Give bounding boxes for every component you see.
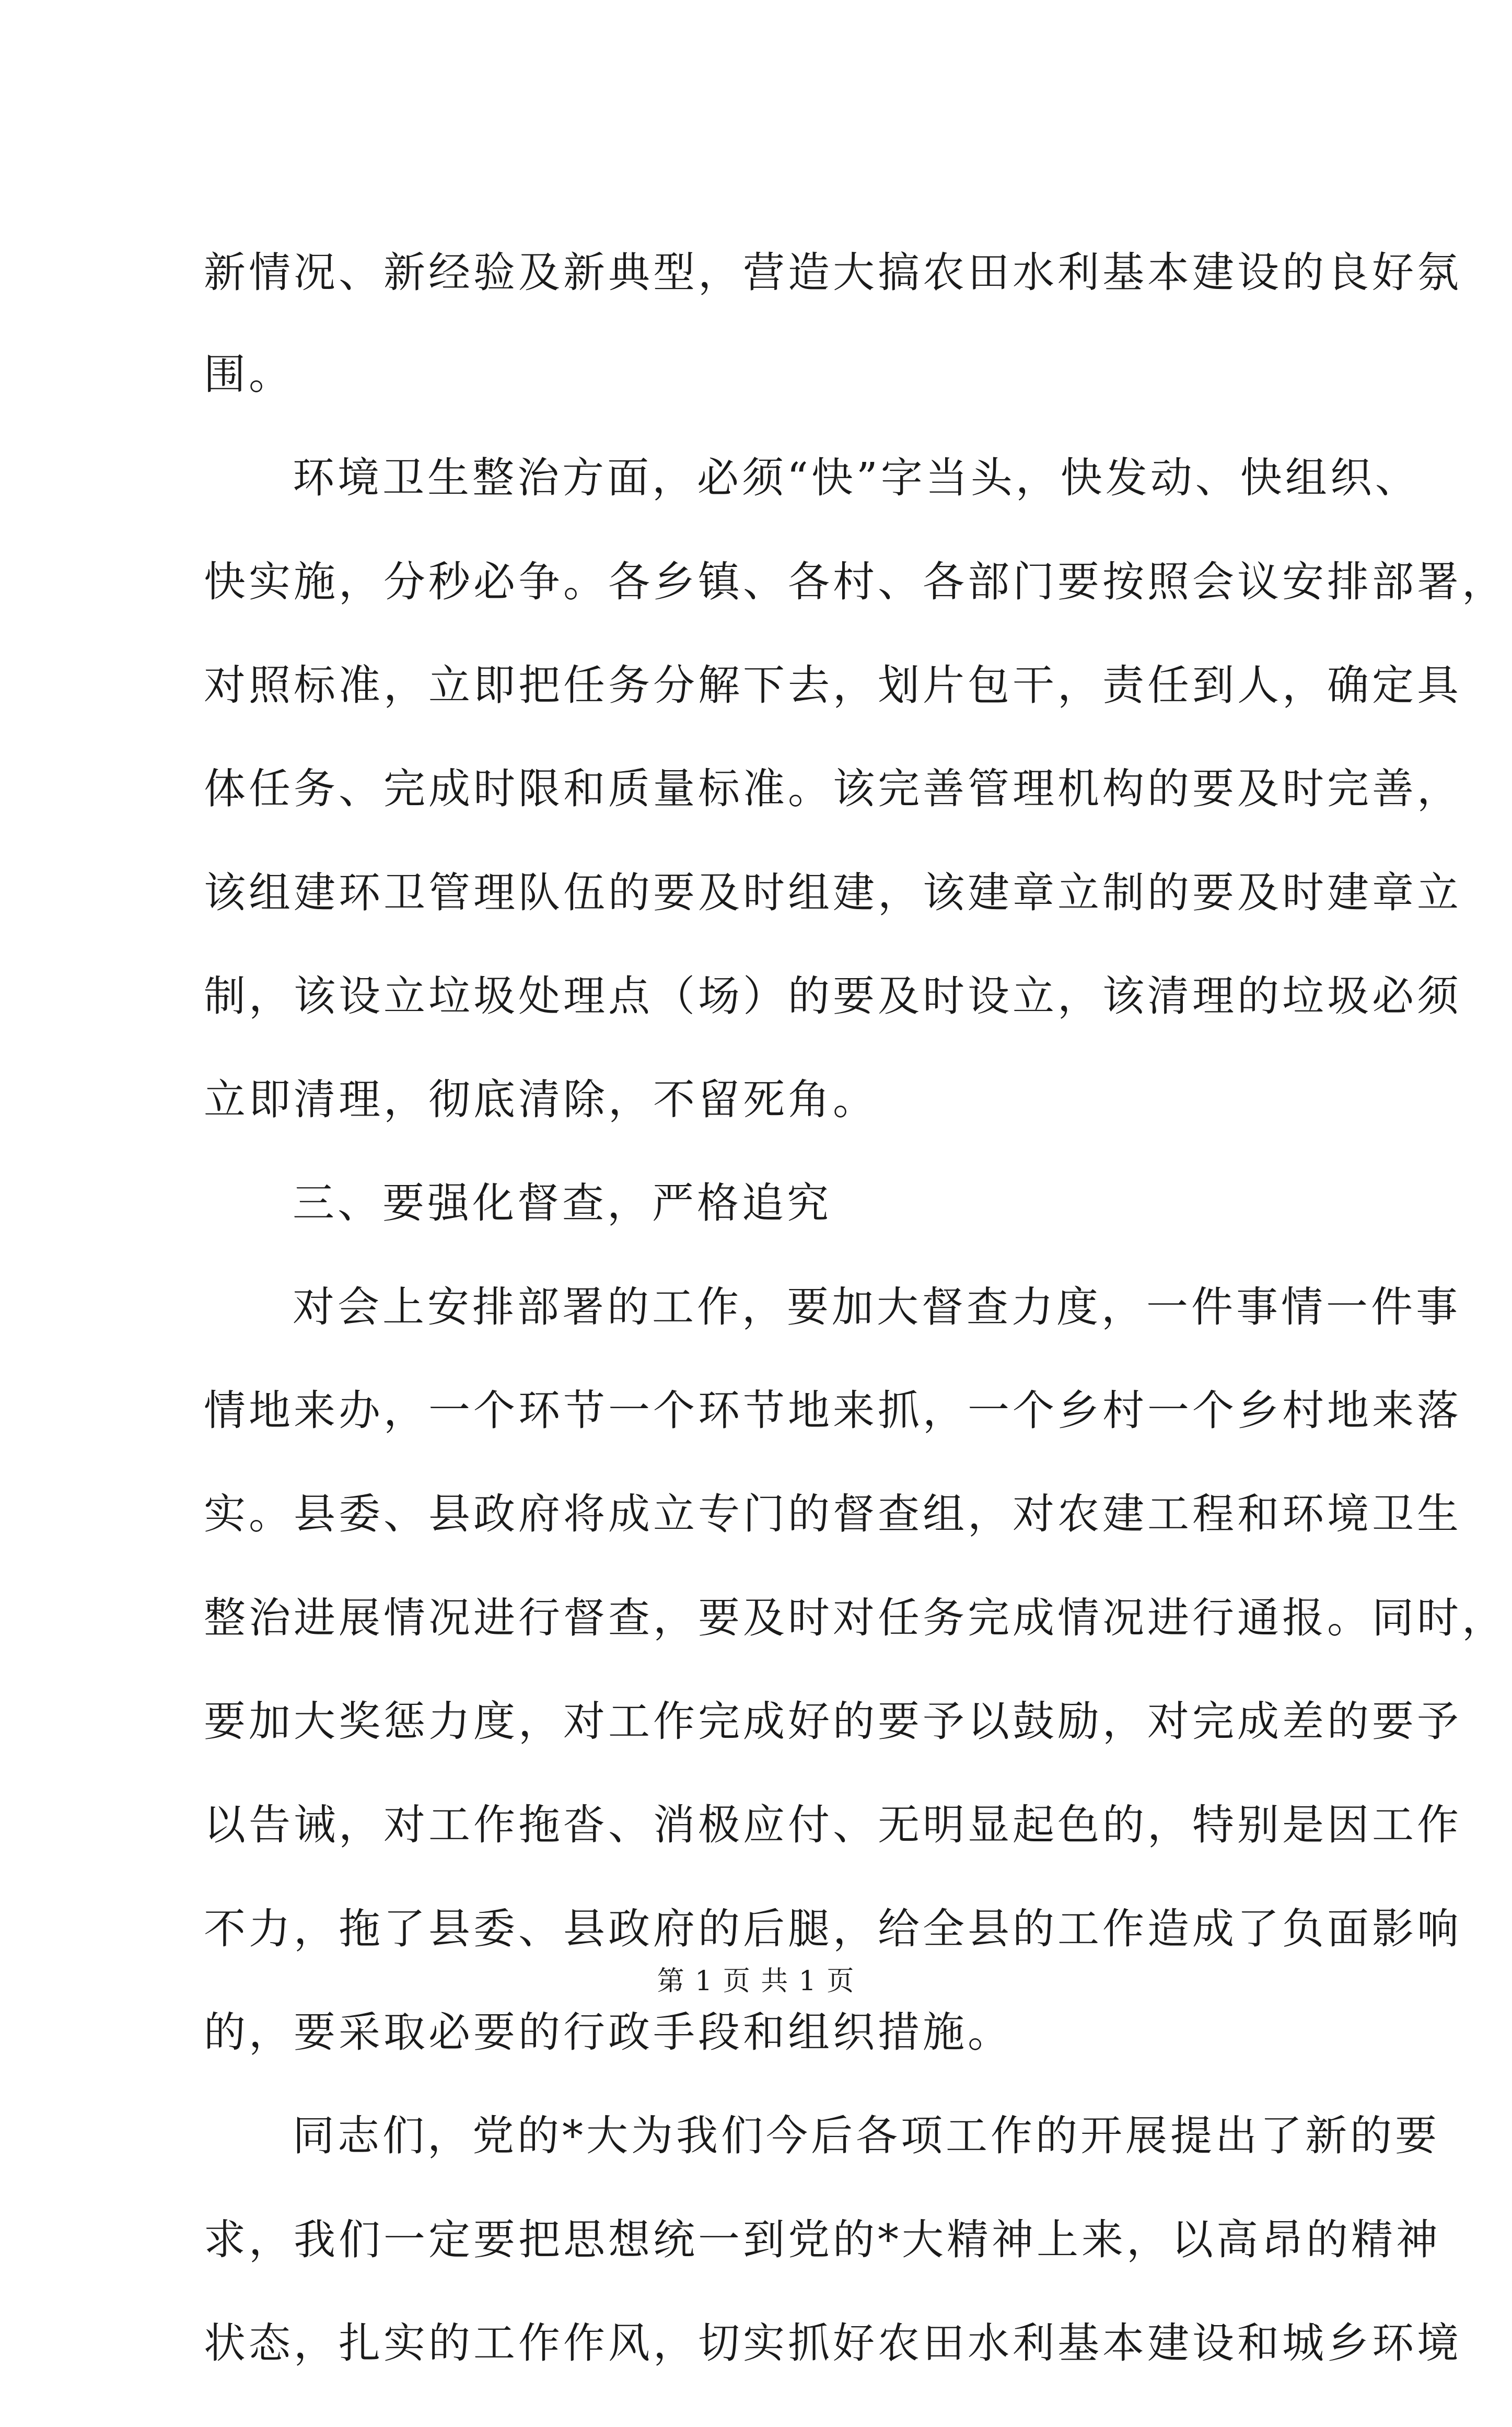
text-line: 快实施，分秒必争。各乡镇、各村、各部门要按照会议安排部署， [204, 557, 1507, 606]
text-line: 围。 [204, 350, 294, 399]
paragraph-first-line: 环境卫生整治方面，必须“快”字当头，快发动、快组织、 [293, 454, 1420, 503]
paragraph-first-line: 对会上安排部署的工作，要加大督查力度，一件事情一件事 [293, 1282, 1461, 1331]
paragraph-first-line: 同志们，党的*大为我们今后各项工作的开展提出了新的要 [293, 2111, 1440, 2161]
text-line: 求，我们一定要把思想统一到党的*大精神上来，以高昂的精神 [204, 2215, 1441, 2264]
text-line: 的，要采取必要的行政手段和组织措施。 [204, 2007, 1013, 2057]
text-line: 实。县委、县政府将成立专门的督查组，对农建工程和环境卫生 [204, 1490, 1462, 1539]
text-line: 立即清理，彻底清除，不留死角。 [204, 1075, 878, 1124]
text-line: 该组建环卫管理队伍的要及时组建，该建章立制的要及时建章立 [204, 868, 1462, 917]
text-line: 情地来办，一个环节一个环节地来抓，一个乡村一个乡村地来落 [204, 1386, 1462, 1435]
text-line: 不力，拖了县委、县政府的后腿，给全县的工作造成了负面影响 [204, 1904, 1462, 1953]
text-line: 整治进展情况进行督查，要及时对任务完成情况进行通报。同时， [204, 1593, 1507, 1642]
text-line: 新情况、新经验及新典型，营造大搞农田水利基本建设的良好氛 [204, 248, 1462, 297]
text-line: 对照标准，立即把任务分解下去，划片包干，责任到人，确定具 [204, 660, 1462, 710]
text-line: 以告诫，对工作拖沓、消极应付、无明显起色的，特别是因工作 [204, 1801, 1462, 1850]
text-line: 要加大奖惩力度，对工作完成好的要予以鼓励，对完成差的要予 [204, 1697, 1462, 1746]
text-line: 状态，扎实的工作作风，切实抓好农田水利基本建设和城乡环境 [204, 2318, 1462, 2367]
page-footer: 第 1 页 共 1 页 [657, 1966, 855, 1997]
text-line: 体任务、完成时限和质量标准。该完善管理机构的要及时完善， [204, 764, 1462, 814]
text-line: 制，该设立垃圾处理点（场）的要及时设立，该清理的垃圾必须 [204, 971, 1462, 1020]
section-heading: 三、要强化督查，严格追究 [293, 1179, 832, 1228]
